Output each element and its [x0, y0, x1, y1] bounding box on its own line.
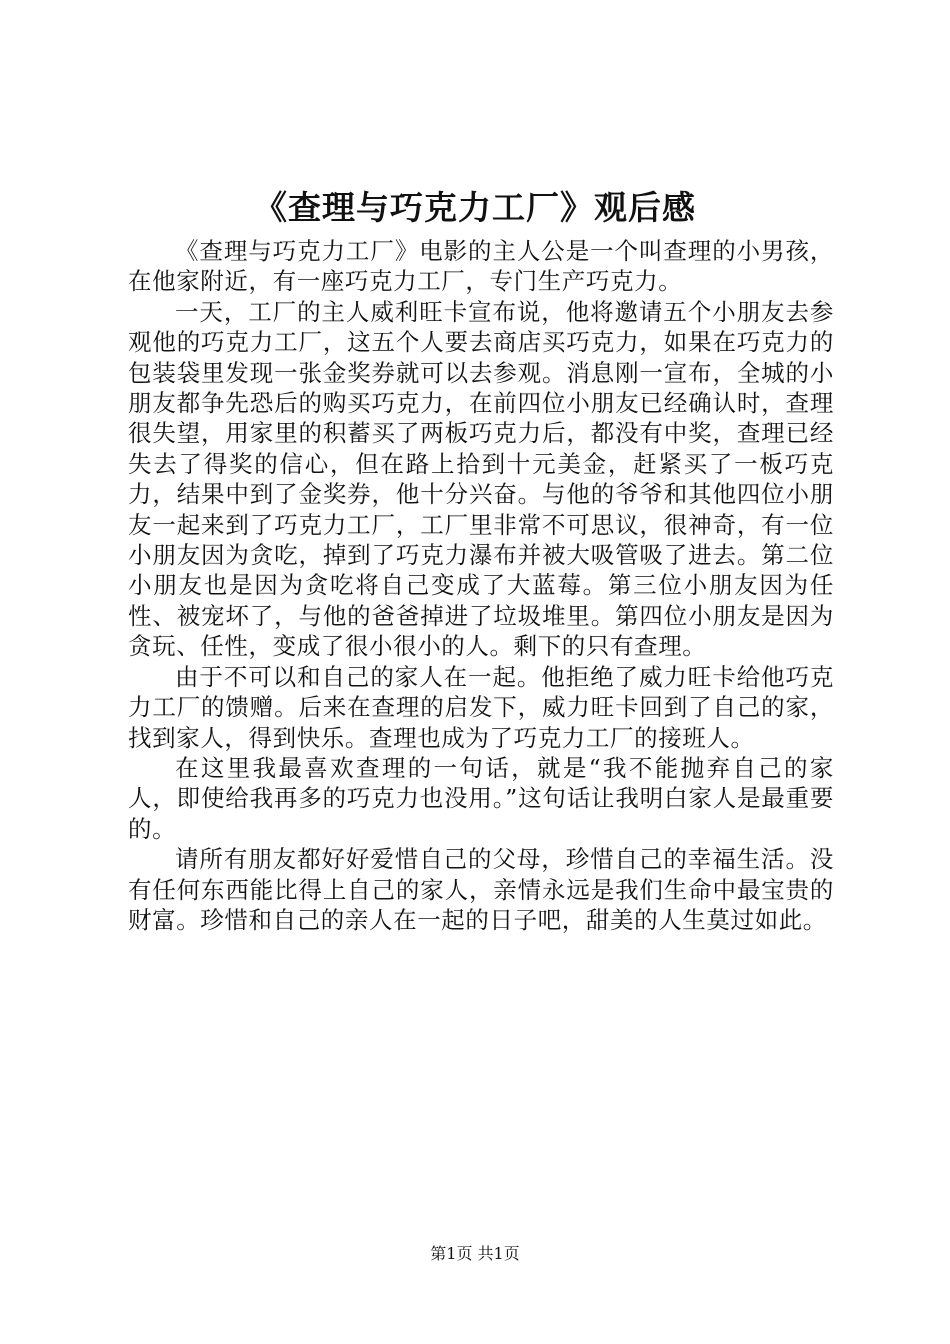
paragraph-4: 在这里我最喜欢查理的一句话，就是“我不能抛弃自己的家人，即使给我再多的巧克力也没用。”这句话让我明白家人是最重要的。 — [128, 753, 834, 843]
document-body — [128, 236, 834, 935]
paragraph-3: 由于不可以和自己的家人在一起。他拒绝了威力旺卡给他巧克力工厂的馈赠。后来在查理的启发下，威力旺卡回到了自己的家，找到家人，得到快乐。查理也成为了巧克力工厂的接班人。 — [128, 662, 834, 752]
document-title: 《查理与巧克力工厂》观后感 — [254, 188, 696, 227]
paragraph-1: 《查理与巧克力工厂》电影的主人公是一个叫查理的小男孩，在他家附近，有一座巧克力工厂，专门生产巧克力。 — [128, 237, 834, 296]
paragraph-5: 请所有朋友都好好爱惜自己的父母，珍惜自己的幸福生活。没有任何东西能比得上自己的家人，亲情永远是我们生命中最宝贵的财富。珍惜和自己的亲人在一起的日子吧，甜美的人生莫过如此。 — [128, 845, 834, 934]
paragraph-2: 一天，工厂的主人威利旺卡宣布说，他将邀请五个小朋友去参观他的巧克力工厂，这五个人要去商店买巧克力，如果在巧克力的包装袋里发现一张金奖券就可以去参观。消息刚一宣布，全城的小朋友都争先恐后的购买巧克力，在前四位小朋友已经确认时，查理很失望，用家里的积蓄买了两板巧克力后，都没有中奖，查理已经失去了得奖的信心，但在路上拾到十元美金，赶紧买了一板巧克力，结果中到了金奖券，他十分兴奋。与他的爷爷和其他四位小朋友一起来到了巧克力工厂，工厂里非常不可思议，很神奇，有一位小朋友因为贪吃，掉到了巧克力瀑布并被大吸管吸了进去。第二位小朋友也是因为贪吃将自己变成了大蓝莓。第三位小朋友因为任性、被宠坏了，与他的爸爸掉进了垃圾堆里。第四位小朋友是因为贪玩、任性，变成了很小很小的人。剩下的只有查理。 — [128, 297, 834, 661]
page-number-footer: 第1页 共1页 — [430, 1244, 520, 1263]
